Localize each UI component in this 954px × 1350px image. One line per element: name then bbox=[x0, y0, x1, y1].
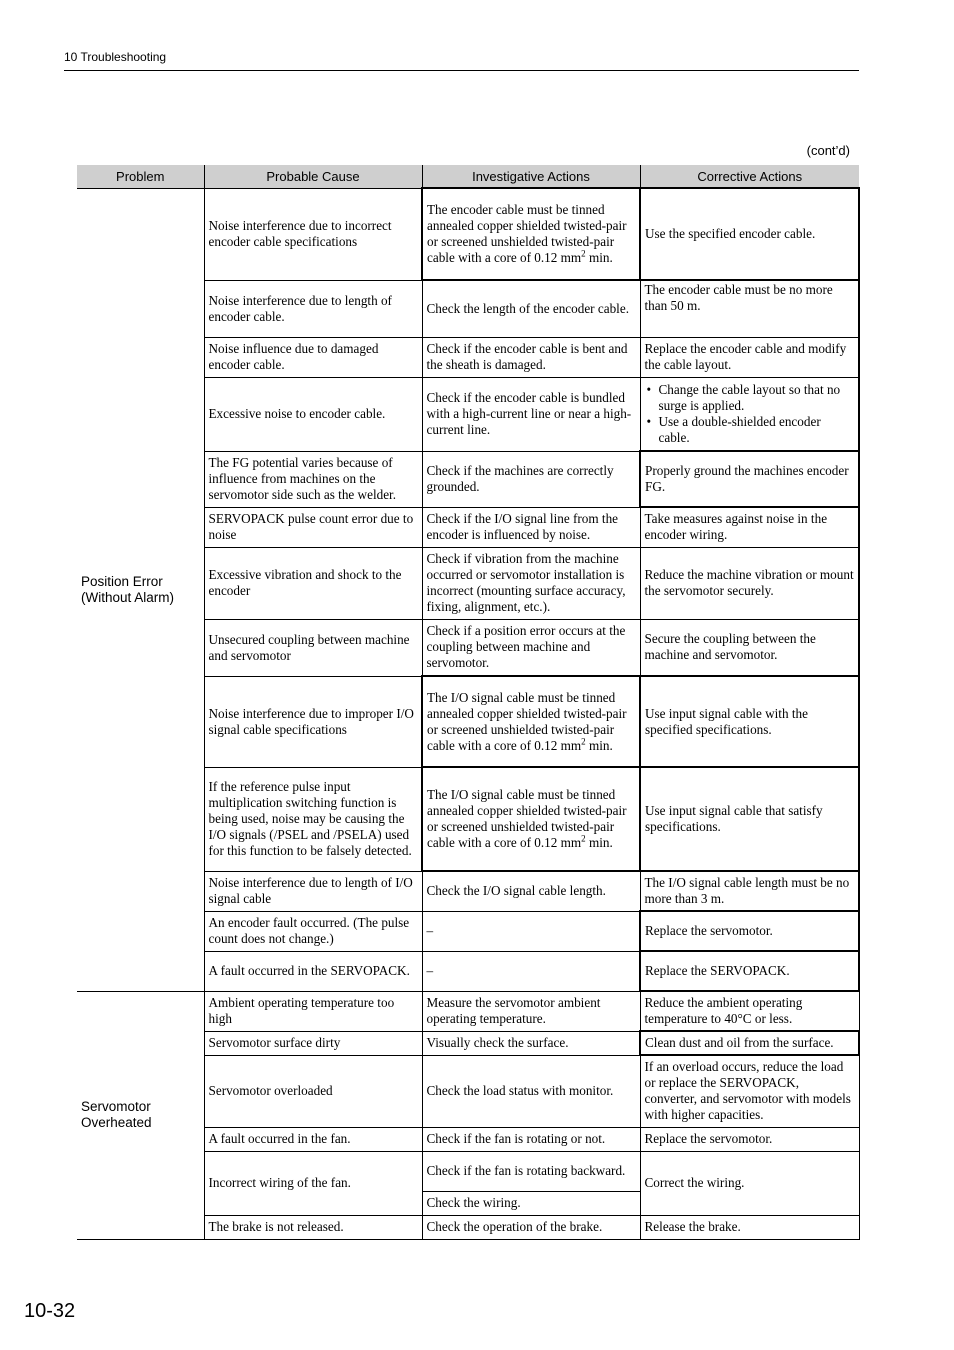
table-header-row bbox=[77, 165, 859, 188]
cause-cell: Noise interference due to length of I/O signal cable bbox=[204, 871, 422, 911]
action-cell: Check if the fan is rotating backward. bbox=[422, 1151, 640, 1191]
fix-cell: Correct the wiring. bbox=[640, 1151, 859, 1215]
action-cell: Check the operation of the brake. bbox=[422, 1215, 640, 1239]
action-cell: The encoder cable must be tinned annealed copper shielded twisted-pair or screened unshielded twisted-pair cable with a core of 0.12 $mm^2$ min. bbox=[422, 188, 640, 280]
action-cell: The I/O signal cable must be tinned annealed copper shielded twisted-pair or screened unshielded twisted-pair cable with a core of 0.12 $mm^2$ min. bbox=[422, 676, 640, 767]
cause-cell: If the reference pulse input multiplication switching function is being used, noise may be causing the I/O signals (/PSEL and /PSELA) used for this function to be falsely detected. bbox=[204, 767, 422, 871]
page-number: 10-32 bbox=[24, 1300, 76, 1322]
cause-cell: Ambient operating temperature too high bbox=[204, 991, 422, 1031]
action-cell: Check the wiring. bbox=[422, 1191, 640, 1215]
troubleshooting-table bbox=[77, 165, 860, 1240]
cause-cell: An encoder fault occurred. (The pulse count does not change.) bbox=[204, 911, 422, 951]
action-cell: Check if the machines are correctly grounded. bbox=[422, 451, 640, 507]
cause-cell: The brake is not released. bbox=[204, 1215, 422, 1239]
fix-cell: The encoder cable must be no more than 50 m. bbox=[640, 280, 859, 337]
cause-cell: SERVOPACK pulse count error due to noise bbox=[204, 507, 422, 547]
column-header-problem: Problem bbox=[77, 165, 204, 188]
fix-cell: Replace the servomotor. bbox=[640, 911, 859, 951]
action-cell: Check if the encoder cable is bent and the sheath is damaged. bbox=[422, 337, 640, 377]
cause-cell: A fault occurred in the SERVOPACK. bbox=[204, 951, 422, 991]
fix-cell: Use input signal cable with the specified specifications. bbox=[640, 676, 859, 767]
action-cell: Check the length of the encoder cable. bbox=[422, 280, 640, 337]
action-cell: Check if the I/O signal line from the encoder is influenced by noise. bbox=[422, 507, 640, 547]
problem-label: (Without Alarm) bbox=[81, 589, 175, 605]
fix-cell: Replace the SERVOPACK. bbox=[640, 951, 859, 991]
cause-cell: Noise interference due to improper I/O signal cable specifications bbox=[204, 676, 422, 767]
cause-cell: Noise influence due to damaged encoder cable. bbox=[204, 337, 422, 377]
cause-cell: A fault occurred in the fan. bbox=[204, 1127, 422, 1151]
fix-cell: Properly ground the machines encoder FG. bbox=[640, 451, 859, 507]
fix-cell: Use input signal cable that satisfy specifications. bbox=[640, 767, 859, 871]
fix-cell: Release the brake. bbox=[640, 1215, 859, 1239]
problem-label: Overheated bbox=[81, 1115, 152, 1130]
problem-label: Servomotor bbox=[81, 1099, 151, 1114]
cause-cell: The FG potential varies because of influence from machines on the servomotor side such as the welder. bbox=[204, 451, 422, 507]
problem-cell-position-error bbox=[77, 188, 204, 991]
fix-cell: Take measures against noise in the encoder wiring. bbox=[640, 507, 859, 547]
action-cell: Visually check the surface. bbox=[422, 1031, 640, 1055]
fix-cell: Replace the encoder cable and modify the cable layout. bbox=[640, 337, 859, 377]
fix-cell: Reduce the machine vibration or mount the servomotor securely. bbox=[640, 547, 859, 619]
fix-cell: Reduce the ambient operating temperature to 40°C or less. bbox=[640, 991, 859, 1031]
header-rule bbox=[64, 70, 859, 71]
fix-cell: Use the specified encoder cable. bbox=[640, 188, 859, 280]
fix-bullet-item: • Change the cable layout so that no surge is applied. bbox=[659, 382, 855, 414]
action-cell: – bbox=[422, 951, 640, 991]
column-header-probable-cause: Probable Cause bbox=[204, 165, 422, 188]
cause-cell: Servomotor surface dirty bbox=[204, 1031, 422, 1055]
action-cell: Check the I/O signal cable length. bbox=[422, 871, 640, 911]
cause-cell: Servomotor overloaded bbox=[204, 1055, 422, 1127]
cause-cell: Noise interference due to length of encoder cable. bbox=[204, 280, 422, 337]
cause-cell: Unsecured coupling between machine and servomotor bbox=[204, 619, 422, 676]
cause-cell: Noise interference due to incorrect encoder cable specifications bbox=[204, 188, 422, 280]
fix-cell: Secure the coupling between the machine and servomotor. bbox=[640, 619, 859, 676]
table-row bbox=[77, 991, 859, 1031]
action-cell: Check if the encoder cable is bundled with a high-current line or near a high-current line. bbox=[422, 377, 640, 451]
action-cell: – bbox=[422, 911, 640, 951]
cause-cell: Incorrect wiring of the fan. bbox=[204, 1151, 422, 1215]
action-cell: Measure the servomotor ambient operating temperature. bbox=[422, 991, 640, 1031]
running-header: 10 Troubleshooting bbox=[64, 50, 167, 64]
cause-cell: Excessive noise to encoder cable. bbox=[204, 377, 422, 451]
fix-cell: The I/O signal cable length must be no more than 3 m. bbox=[640, 871, 859, 911]
fix-cell bbox=[640, 377, 859, 451]
action-cell: Check if the fan is rotating or not. bbox=[422, 1127, 640, 1151]
action-cell: Check if vibration from the machine occurred or servomotor installation is incorrect (mounting surface accuracy, fixing, alignment, etc.). bbox=[422, 547, 640, 619]
fix-cell: Clean dust and oil from the surface. bbox=[640, 1031, 859, 1055]
problem-cell-servomotor-overheated bbox=[77, 991, 204, 1239]
fix-bullet-item: • Use a double-shielded encoder cable. bbox=[659, 414, 855, 446]
continued-label: (cont’d) bbox=[806, 143, 850, 158]
fix-cell: If an overload occurs, reduce the load or replace the SERVOPACK, converter, and servomotor with models with higher capacities. bbox=[640, 1055, 859, 1127]
column-header-investigative-actions: Investigative Actions bbox=[422, 165, 640, 188]
action-cell: Check if a position error occurs at the coupling between machine and servomotor. bbox=[422, 619, 640, 676]
column-header-corrective-actions: Corrective Actions bbox=[640, 165, 859, 188]
problem-label: Position Error bbox=[81, 573, 163, 589]
cause-cell: Excessive vibration and shock to the encoder bbox=[204, 547, 422, 619]
action-cell: The I/O signal cable must be tinned annealed copper shielded twisted-pair or screened unshielded twisted-pair cable with a core of 0.12 $mm^2$ min. bbox=[422, 767, 640, 871]
fix-cell: Replace the servomotor. bbox=[640, 1127, 859, 1151]
table-row bbox=[77, 188, 859, 280]
action-cell: Check the load status with monitor. bbox=[422, 1055, 640, 1127]
